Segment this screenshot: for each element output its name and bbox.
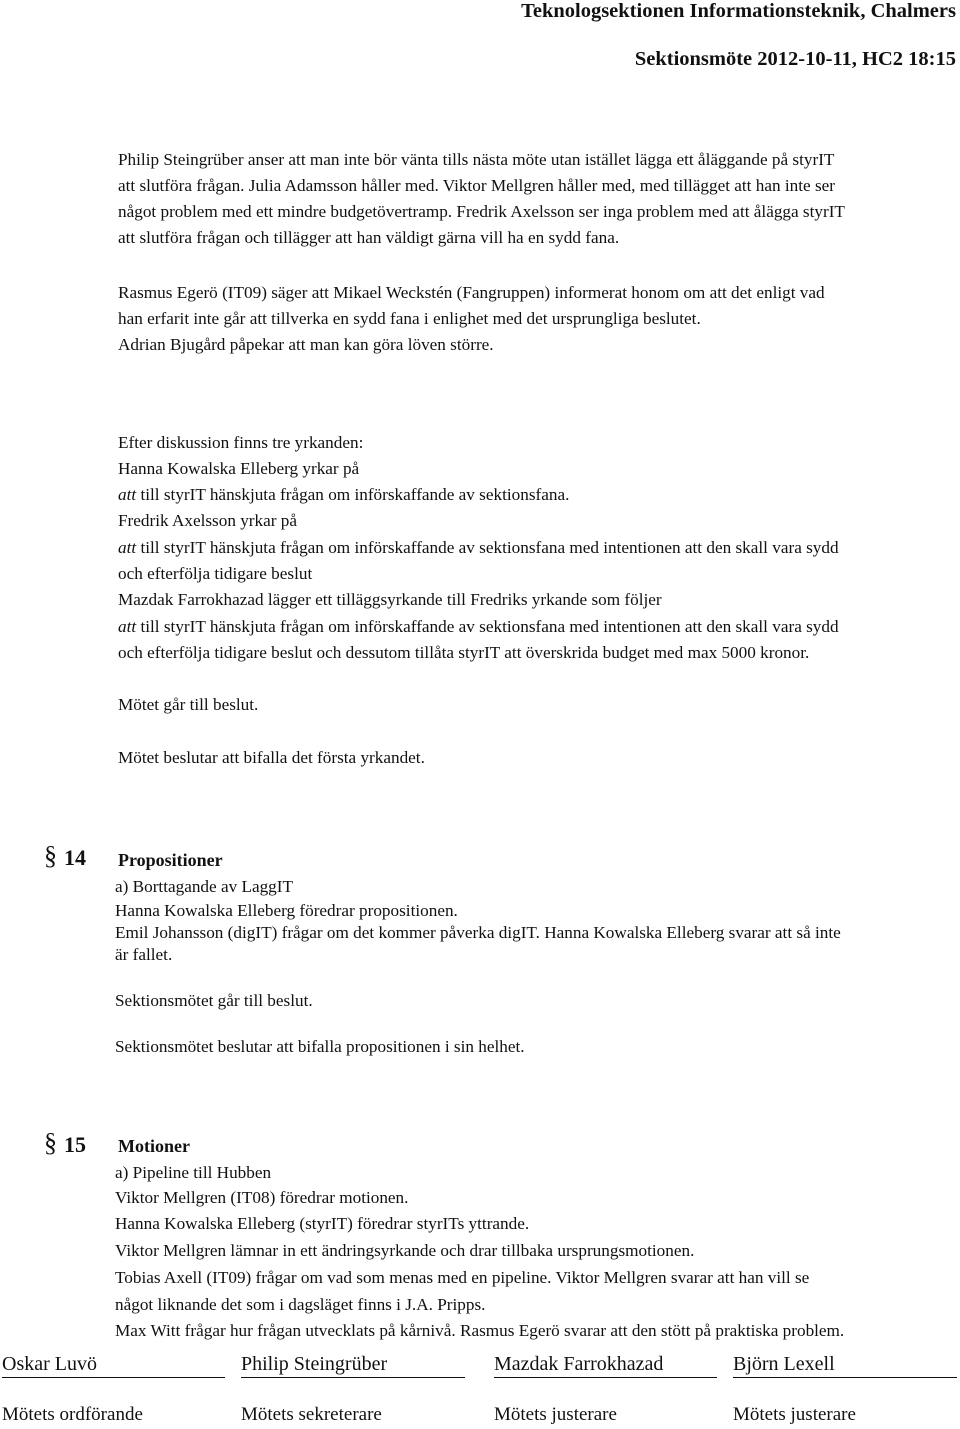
section-title: Motioner	[118, 1136, 190, 1156]
paragraph-line: något problem med ett mindre budgetövertramp. Fredrik Axelsson ser inga problem med att ålägga styrIT	[118, 202, 845, 221]
section-line: Emil Johansson (digIT) frågar om det kommer påverka digIT. Hanna Kowalska Elleberg svarar att så inte	[115, 923, 841, 942]
section-line: är fallet.	[115, 945, 173, 964]
section-number: 14	[64, 845, 86, 870]
signature-name: Philip Steingrüber	[241, 1353, 388, 1375]
motion-text: att till styrIT hänskjuta frågan om införskaffande av sektionsfana med intentionen att den skall vara sydd	[118, 538, 839, 557]
paragraph-line: att slutföra frågan och tillägger att han väldigt gärna vill ha en sydd fana.	[118, 228, 620, 247]
section-line: Hanna Kowalska Elleberg (styrIT) föredrar styrITs yttrande.	[115, 1214, 530, 1233]
section-line: Viktor Mellgren (IT08) föredrar motionen.	[115, 1188, 409, 1207]
section-line: Tobias Axell (IT09) frågar om vad som menas med en pipeline. Viktor Mellgren svarar att han vill se	[115, 1268, 810, 1287]
signature-line	[241, 1377, 465, 1378]
paragraph-line: Adrian Bjugård påpekar att man kan göra löven större.	[118, 335, 494, 354]
section-line: något liknande det som i dagsläget finns i J.A. Pripps.	[115, 1295, 486, 1314]
section-title: Propositioner	[118, 850, 223, 870]
document-header-org: Teknologsektionen Informationsteknik, Chalmers	[521, 0, 956, 22]
signature-name: Björn Lexell	[733, 1353, 835, 1375]
section-line: Max Witt frågar hur frågan utvecklats på kårnivå. Rasmus Egerö svarar att den stött på praktiska problem.	[115, 1321, 845, 1340]
decision-text: Mötet går till beslut.	[118, 695, 259, 714]
paragraph-line: Rasmus Egerö (IT09) säger att Mikael Weckstén (Fangruppen) informerat honom om att det enligt vad	[118, 283, 825, 302]
section-line: Viktor Mellgren lämnar in ett ändringsyrkande och drar tillbaka ursprungsmotionen.	[115, 1241, 695, 1260]
section-line: a) Pipeline till Hubben	[115, 1163, 272, 1182]
decision-text: Sektionsmötet beslutar att bifalla propositionen i sin helhet.	[115, 1037, 525, 1056]
signature-role: Mötets justerare	[494, 1404, 617, 1425]
signature-role: Mötets sekreterare	[241, 1404, 382, 1425]
motion-proposer: Mazdak Farrokhazad lägger ett tilläggsyrkande till Fredriks yrkande som följer	[118, 590, 662, 609]
signature-role: Mötets justerare	[733, 1404, 856, 1425]
section-number: 15	[64, 1132, 86, 1157]
section-symbol: §	[44, 1128, 57, 1157]
signature-line	[494, 1377, 717, 1378]
document-header-meeting: Sektionsmöte 2012-10-11, HC2 18:15	[634, 48, 956, 70]
motion-proposer: Hanna Kowalska Elleberg yrkar på	[118, 459, 360, 478]
att-word: att	[118, 538, 137, 557]
motion-proposer: Fredrik Axelsson yrkar på	[118, 511, 297, 530]
signature-line	[733, 1377, 957, 1378]
motion-text: att till styrIT hänskjuta frågan om införskaffande av sektionsfana med intentionen att den skall vara sydd	[118, 617, 839, 636]
att-word: att	[118, 617, 137, 636]
att-word: att	[118, 485, 137, 504]
section-symbol: §	[44, 841, 57, 870]
signature-name: Mazdak Farrokhazad	[494, 1353, 664, 1375]
paragraph-line: att slutföra frågan. Julia Adamsson håller med. Viktor Mellgren håller med, med tillägget att han inte ser	[118, 176, 835, 195]
decision-text: Mötet beslutar att bifalla det första yrkandet.	[118, 748, 425, 767]
motion-text: och efterfölja tidigare beslut och dessutom tillåta styrIT att överskrida budget med max 5000 kronor.	[118, 643, 810, 662]
section-line: a) Borttagande av LaggIT	[115, 877, 294, 896]
paragraph-line: han erfarit inte går att tillverka en sydd fana i enlighet med det ursprungliga beslutet.	[118, 309, 701, 328]
motion-text: att till styrIT hänskjuta frågan om införskaffande av sektionsfana.	[118, 485, 570, 504]
motions-intro: Efter diskussion finns tre yrkanden:	[118, 433, 364, 452]
paragraph-line: Philip Steingrüber anser att man inte bör vänta tills nästa möte utan istället lägga ett åläggande på styrIT	[118, 150, 835, 169]
section-line: Hanna Kowalska Elleberg föredrar propositionen.	[115, 901, 458, 920]
motion-text: och efterfölja tidigare beslut	[118, 564, 313, 583]
signature-name: Oskar Luvö	[2, 1353, 97, 1375]
signature-line	[2, 1377, 225, 1378]
signature-role: Mötets ordförande	[2, 1404, 143, 1425]
decision-text: Sektionsmötet går till beslut.	[115, 991, 313, 1010]
